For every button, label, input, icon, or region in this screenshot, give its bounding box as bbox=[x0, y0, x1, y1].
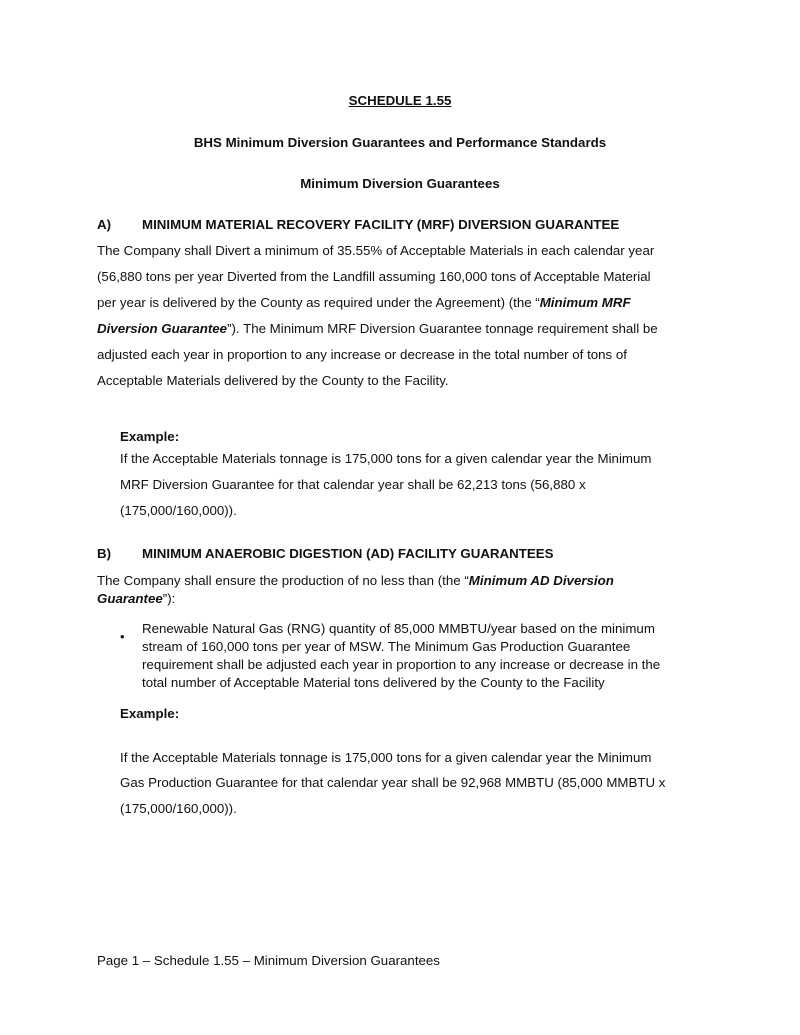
bullet-icon: • bbox=[120, 629, 125, 644]
paragraph-line bbox=[97, 294, 631, 312]
bullet-line: stream of 160,000 tons per year of MSW. The Minimum Gas Production Guarantee bbox=[142, 639, 631, 654]
text: ”): bbox=[162, 591, 176, 606]
paragraph-line: (56,880 tons per year Diverted from the Landfill assuming 160,000 tons of Acceptable Material bbox=[97, 269, 651, 284]
section-b-heading: MINIMUM ANAEROBIC DIGESTION (AD) FACILITY GUARANTEES bbox=[142, 546, 554, 561]
text: per year is delivered by the County as required under the Agreement) (the “ bbox=[97, 295, 540, 310]
page-footer: Page 1 – Schedule 1.55 – Minimum Diversion Guarantees bbox=[97, 953, 440, 968]
schedule-title: SCHEDULE 1.55 bbox=[348, 93, 452, 108]
bullet-line: requirement shall be adjusted each year in proportion to any increase or decrease in the bbox=[142, 657, 661, 672]
defined-term: Minimum AD Diversion bbox=[468, 573, 614, 588]
paragraph-line bbox=[97, 572, 614, 590]
example-line: Gas Production Guarantee for that calendar year shall be 92,968 MMBTU (85,000 MMBTU x bbox=[120, 775, 666, 790]
defined-term: Minimum MRF bbox=[539, 295, 631, 310]
paragraph-line: The Company shall Divert a minimum of 35.55% of Acceptable Materials in each calendar year bbox=[97, 243, 655, 258]
defined-term: Diversion Guarantee bbox=[97, 321, 228, 336]
bullet-line: Renewable Natural Gas (RNG) quantity of 85,000 MMBTU/year based on the minimum bbox=[142, 621, 655, 636]
paragraph-line: adjusted each year in proportion to any increase or decrease in the total number of tons of bbox=[97, 347, 627, 362]
text: The Company shall ensure the production of no less than (the “ bbox=[97, 573, 469, 588]
example-line: If the Acceptable Materials tonnage is 175,000 tons for a given calendar year the Minimum bbox=[120, 750, 652, 765]
text: ”). The Minimum MRF Diversion Guarantee tonnage requirement shall be bbox=[227, 321, 658, 336]
section-title: Minimum Diversion Guarantees bbox=[300, 176, 500, 191]
example-line: (175,000/160,000)). bbox=[120, 503, 237, 518]
example-line: MRF Diversion Guarantee for that calendar year shall be 62,213 tons (56,880 x bbox=[120, 477, 586, 492]
section-b-label: B) bbox=[97, 546, 112, 561]
defined-term: Guarantee bbox=[97, 591, 163, 606]
section-a-heading: MINIMUM MATERIAL RECOVERY FACILITY (MRF) DIVERSION GUARANTEE bbox=[142, 217, 620, 232]
section-a-label: A) bbox=[97, 217, 112, 232]
paragraph-line bbox=[97, 590, 175, 608]
example-label: Example: bbox=[120, 706, 180, 721]
bullet-line: total number of Acceptable Material tons delivered by the County to the Facility bbox=[142, 675, 605, 690]
example-line: (175,000/160,000)). bbox=[120, 801, 237, 816]
paragraph-line bbox=[97, 320, 658, 338]
paragraph-line: Acceptable Materials delivered by the County to the Facility. bbox=[97, 373, 449, 388]
document-subtitle: BHS Minimum Diversion Guarantees and Performance Standards bbox=[193, 135, 607, 150]
example-line: If the Acceptable Materials tonnage is 175,000 tons for a given calendar year the Minimum bbox=[120, 451, 652, 466]
example-label: Example: bbox=[120, 429, 180, 444]
